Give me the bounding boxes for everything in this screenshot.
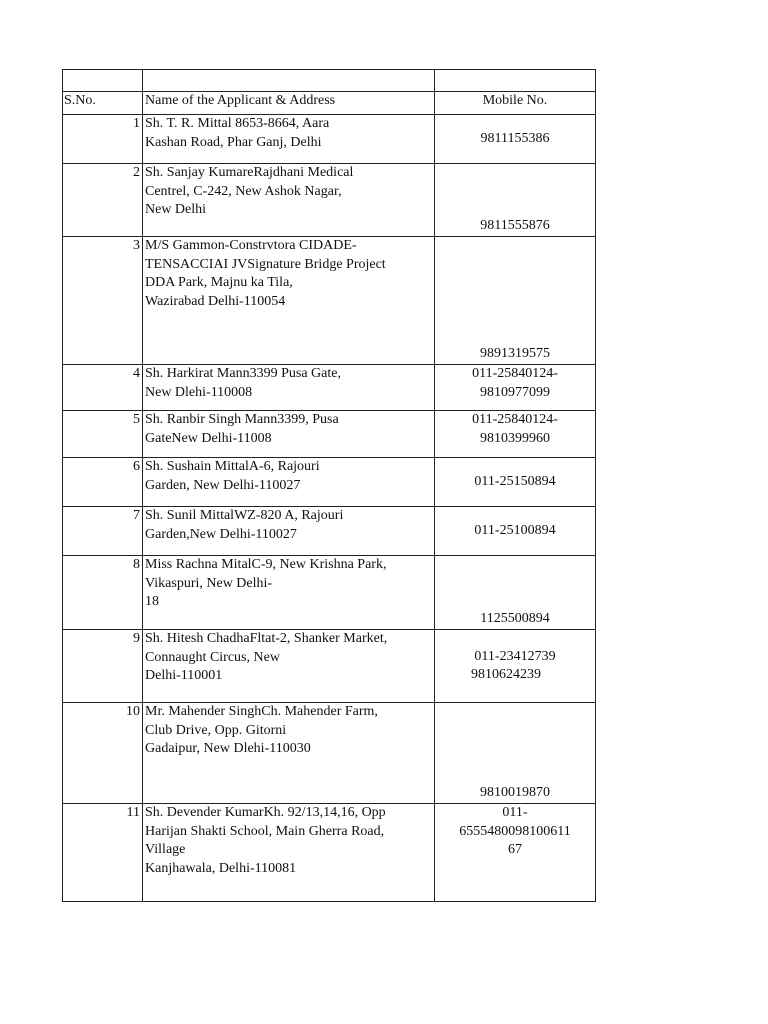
applicant-name-address xyxy=(143,164,435,237)
address-line: Sh. Devender KumarKh. 92/13,14,16, Opp xyxy=(145,805,386,820)
mobile-line: 9811155386 xyxy=(480,130,550,146)
mobile-line: 9810977099 xyxy=(480,384,550,400)
blank-cell xyxy=(143,70,435,92)
applicant-name-address xyxy=(143,411,435,458)
blank-row xyxy=(63,70,596,92)
address-line: New Dlehi-110008 xyxy=(145,384,253,400)
address-line: Gadaipur, New Dlehi-110030 xyxy=(145,741,311,756)
applicant-table xyxy=(62,69,596,902)
serial-number: 3 xyxy=(63,237,143,365)
header-name-address: Name of the Applicant & Address xyxy=(143,92,435,115)
address-line: Kashan Road, Phar Ganj, Delhi xyxy=(145,134,322,150)
table-row xyxy=(63,630,596,703)
serial-number: 9 xyxy=(63,630,143,703)
table-row xyxy=(63,703,596,804)
mobile-number xyxy=(435,365,596,411)
address-line: Sh. Harkirat Mann3399 Pusa Gate, xyxy=(145,366,341,381)
address-line: TENSACCIAI JVSignature Bridge Project xyxy=(145,256,386,272)
address-line: M/S Gammon-Constrvtora CIDADE- xyxy=(145,238,357,253)
mobile-line: 67 xyxy=(508,842,522,857)
mobile-line: 9810399960 xyxy=(480,430,550,446)
mobile-line: 9891319575 xyxy=(480,345,550,361)
mobile-number xyxy=(435,507,596,556)
serial-number: 4 xyxy=(63,365,143,411)
table-row xyxy=(63,115,596,164)
address-line: Sh. T. R. Mittal 8653-8664, Aara xyxy=(145,116,330,131)
address-line: Miss Rachna MitalC-9, New Krishna Park, xyxy=(145,557,387,572)
applicant-name-address xyxy=(143,556,435,630)
mobile-number xyxy=(435,164,596,237)
blank-cell xyxy=(63,70,143,92)
table-row xyxy=(63,365,596,411)
applicant-name-address xyxy=(143,630,435,703)
serial-number: 5 xyxy=(63,411,143,458)
address-line: Wazirabad Delhi-110054 xyxy=(145,293,286,309)
mobile-number xyxy=(435,703,596,804)
serial-number: 8 xyxy=(63,556,143,630)
serial-number: 10 xyxy=(63,703,143,804)
mobile-line: 011- xyxy=(502,805,528,820)
applicant-name-address xyxy=(143,365,435,411)
address-line: 18 xyxy=(145,594,159,609)
address-line: Garden,New Delhi-110027 xyxy=(145,526,297,542)
applicant-name-address xyxy=(143,237,435,365)
address-line: Centrel, C-242, New Ashok Nagar, xyxy=(145,183,342,199)
mobile-number xyxy=(435,630,596,703)
mobile-number xyxy=(435,411,596,458)
address-line: Garden, New Delhi-110027 xyxy=(145,477,301,493)
mobile-line: 011-25840124- xyxy=(472,366,558,381)
address-line: Mr. Mahender SinghCh. Mahender Farm, xyxy=(145,704,378,719)
mobile-line: 011-23412739 xyxy=(474,648,556,664)
address-line: GateNew Delhi-11008 xyxy=(145,430,272,446)
mobile-line: 011-25100894 xyxy=(474,522,556,538)
address-line: Sh. Sanjay KumareRajdhani Medical xyxy=(145,165,354,180)
table-row xyxy=(63,411,596,458)
address-line: Club Drive, Opp. Gitorni xyxy=(145,722,287,738)
mobile-line: 6555480098100611 xyxy=(459,823,571,839)
serial-number: 6 xyxy=(63,458,143,507)
table-row xyxy=(63,804,596,902)
mobile-number xyxy=(435,237,596,365)
mobile-line: 9811555876 xyxy=(480,217,550,233)
serial-number: 1 xyxy=(63,115,143,164)
header-row xyxy=(63,92,596,115)
serial-number: 2 xyxy=(63,164,143,237)
header-mobile: Mobile No. xyxy=(435,92,596,115)
mobile-line: 011-25150894 xyxy=(474,473,556,489)
address-line: Village xyxy=(145,842,186,857)
applicant-name-address xyxy=(143,804,435,902)
mobile-number xyxy=(435,115,596,164)
mobile-line: 011-25840124- xyxy=(472,412,558,427)
address-line: Sh. Sushain MittalA-6, Rajouri xyxy=(145,459,320,474)
mobile-number xyxy=(435,556,596,630)
serial-number: 11 xyxy=(63,804,143,902)
table-row xyxy=(63,556,596,630)
header-sno: S.No. xyxy=(63,92,143,115)
address-line: Kanjhawala, Delhi-110081 xyxy=(145,860,297,876)
applicant-name-address xyxy=(143,115,435,164)
mobile-line: 9810019870 xyxy=(480,784,550,800)
table-row xyxy=(63,507,596,556)
mobile-line: 1125500894 xyxy=(480,610,550,626)
address-line: Sh. Hitesh ChadhaFltat-2, Shanker Market, xyxy=(145,631,388,646)
applicant-name-address xyxy=(143,458,435,507)
table-row xyxy=(63,458,596,507)
mobile-line: 9810624239 xyxy=(471,667,541,682)
address-line: Harijan Shakti School, Main Gherra Road, xyxy=(145,823,385,839)
table-row xyxy=(63,237,596,365)
address-line: New Delhi xyxy=(145,202,207,217)
address-line: Vikaspuri, New Delhi- xyxy=(145,575,273,591)
address-line: Delhi-110001 xyxy=(145,668,223,683)
address-line: DDA Park, Majnu ka Tila, xyxy=(145,275,293,290)
blank-cell xyxy=(435,70,596,92)
table-row xyxy=(63,164,596,237)
address-line: Sh. Ranbir Singh Mann3399, Pusa xyxy=(145,412,339,427)
mobile-number xyxy=(435,804,596,902)
applicant-name-address xyxy=(143,703,435,804)
address-line: Sh. Sunil MittalWZ-820 A, Rajouri xyxy=(145,508,344,523)
serial-number: 7 xyxy=(63,507,143,556)
applicant-name-address xyxy=(143,507,435,556)
address-line: Connaught Circus, New xyxy=(145,649,280,665)
mobile-number xyxy=(435,458,596,507)
